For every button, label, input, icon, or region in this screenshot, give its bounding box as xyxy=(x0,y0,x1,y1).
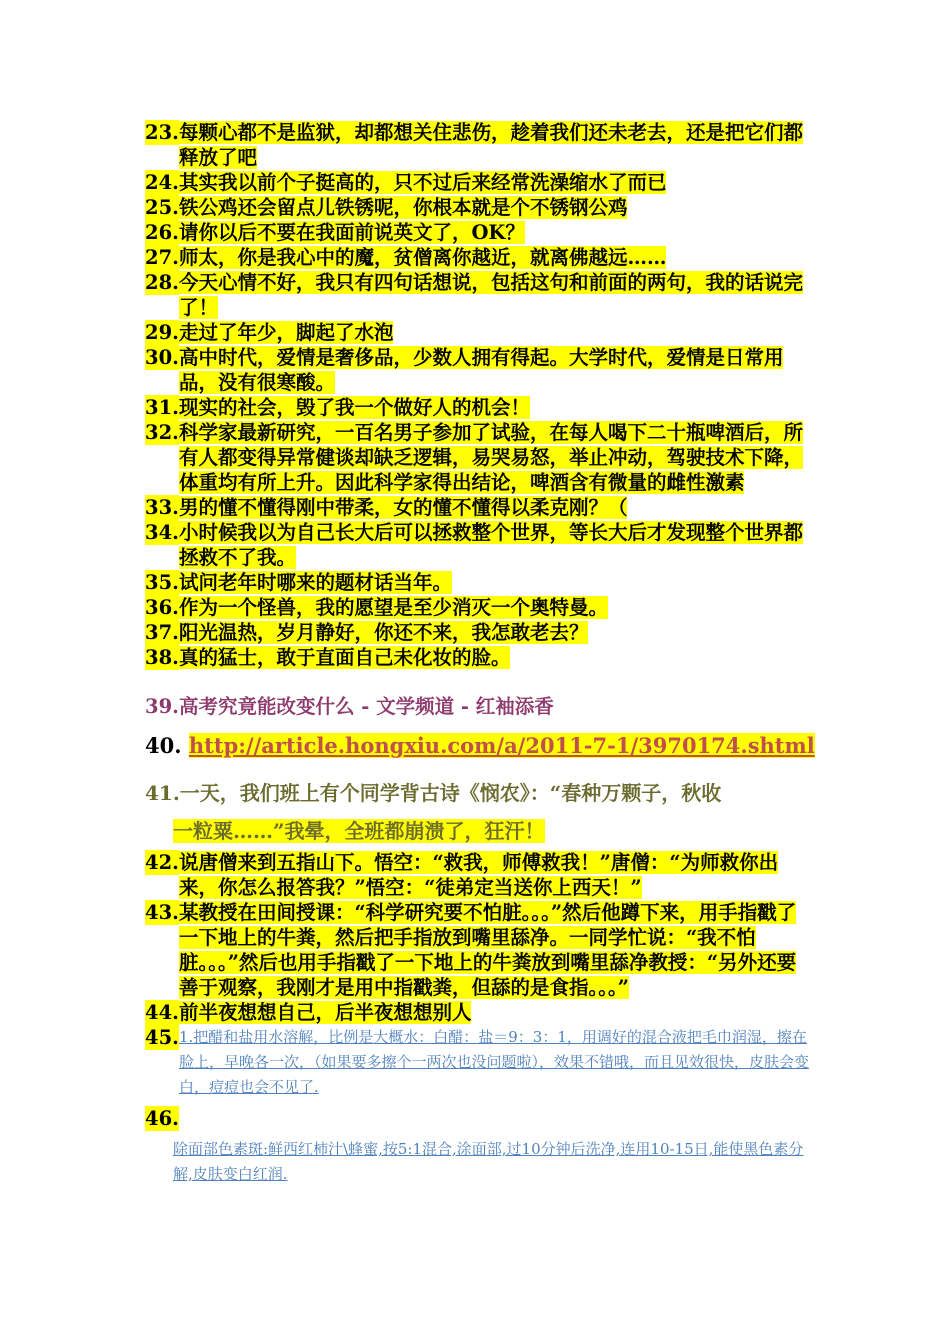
item-41-text-b: 一粒粟……”我晕，全班都崩溃了，狂汗！ xyxy=(173,819,545,843)
item-40-number: 40. xyxy=(145,733,182,758)
item-number: 38. xyxy=(145,646,179,669)
list-item xyxy=(145,900,815,1000)
item-number: 28. xyxy=(145,271,179,294)
document-body xyxy=(145,120,815,1187)
item-text: 每颗心都不是监狱，却都想关住悲伤，趁着我们还未老去，还是把它们都释放了吧 xyxy=(178,121,803,169)
item-text: 某教授在田间授课：“科学研究要不怕脏。。。”然后他蹲下来，用手指戳了一下地上的牛粪，然后把手指放到嘴里舔净。一同学忙说：“我不怕脏。。。”然后也用手指戳了一下地上的牛粪放到嘴里舔净教授：“另外还要善于观察，我刚才是用中指戳粪，但舔的是食指。。。” xyxy=(178,901,797,999)
item-text: 现实的社会，毁了我一个做好人的机会！ xyxy=(178,396,530,419)
list-item xyxy=(145,620,815,645)
item-39[interactable] xyxy=(145,694,815,719)
item-46-number: 46. xyxy=(145,1107,179,1130)
list-item xyxy=(145,595,815,620)
item-text: 作为一个怪兽，我的愿望是至少消灭一个奥特曼。 xyxy=(178,596,608,619)
item-text: 科学家最新研究，一百名男子参加了试验，在每人喝下二十瓶啤酒后，所有人都变得异常健谈却缺乏逻辑，易哭易怒，举止冲动，驾驶技术下降，体重均有所上升。因此科学家得出结论，啤酒含有微量的雌性激素 xyxy=(178,421,803,494)
item-number: 36. xyxy=(145,596,179,619)
joke-list-1 xyxy=(145,120,815,670)
item-text: 真的猛士，敢于直面自己未化妆的脸。 xyxy=(178,646,511,669)
item-number: 24. xyxy=(145,171,179,194)
item-number: 30. xyxy=(145,346,179,369)
item-text: 阳光温热，岁月静好，你还不来，我怎敢老去？ xyxy=(178,621,589,644)
list-item xyxy=(145,495,815,520)
item-number: 29. xyxy=(145,321,179,344)
item-number: 37. xyxy=(145,621,179,644)
list-item xyxy=(145,220,815,245)
item-text: 男的懂不懂得刚中带柔，女的懂不懂得以柔克刚？（ xyxy=(178,496,628,519)
item-41-text-a: 一天，我们班上有个同学背古诗《悯农》：“春种万颗子，秋收 xyxy=(179,781,722,805)
list-item xyxy=(145,170,815,195)
list-item xyxy=(145,345,815,395)
article-link[interactable]: http://article.hongxiu.com/a/2011-7-1/3970174.shtml xyxy=(188,733,815,758)
item-text: 请你以后不要在我面前说英文了，OK？ xyxy=(178,221,525,244)
list-item xyxy=(145,420,815,495)
item-number: 26. xyxy=(145,221,179,244)
list-item xyxy=(145,120,815,170)
item-40 xyxy=(145,732,815,760)
list-item xyxy=(145,320,815,345)
item-number: 44. xyxy=(145,1001,179,1024)
item-number: 25. xyxy=(145,196,179,219)
item-46-link[interactable]: 除面部色素斑:鲜西红柿汁\蜂蜜,按5:1混合,涂面部,过10分钟后洗净,连用10-15日,能使黑色素分解,皮肤变白红润. xyxy=(173,1140,804,1183)
list-item xyxy=(145,1000,815,1025)
item-39-number: 39. xyxy=(145,695,179,718)
joke-list-2 xyxy=(145,850,815,1025)
item-text: 其实我以前个子挺高的，只不过后来经常洗澡缩水了而已 xyxy=(178,171,667,194)
item-text: 今天心情不好，我只有四句话想说，包括这句和前面的两句，我的话说完了！ xyxy=(178,271,803,319)
item-number: 33. xyxy=(145,496,179,519)
item-41 xyxy=(145,774,815,850)
item-text: 铁公鸡还会留点儿铁锈呢，你根本就是个不锈钢公鸡 xyxy=(178,196,628,219)
list-item xyxy=(145,195,815,220)
item-45 xyxy=(145,1025,815,1100)
item-number: 32. xyxy=(145,421,179,444)
item-text: 高中时代，爱情是奢侈品，少数人拥有得起。大学时代，爱情是日常用品，没有很寒酸。 xyxy=(178,346,784,394)
item-number: 27. xyxy=(145,246,179,269)
item-46 xyxy=(145,1106,815,1187)
item-number: 31. xyxy=(145,396,179,419)
item-41-number: 41. xyxy=(145,781,180,805)
list-item xyxy=(145,850,815,900)
item-number: 23. xyxy=(145,121,179,144)
item-number: 43. xyxy=(145,901,179,924)
list-item xyxy=(145,395,815,420)
item-45-number: 45. xyxy=(145,1026,179,1049)
item-number: 34. xyxy=(145,521,179,544)
item-number: 42. xyxy=(145,851,179,874)
item-39-title[interactable]: 高考究竟能改变什么 - 文学频道 - 红袖添香 xyxy=(178,695,554,718)
item-text: 走过了年少，脚起了水泡 xyxy=(178,321,394,344)
item-text: 前半夜想想自己，后半夜想想别人 xyxy=(178,1001,472,1024)
list-item xyxy=(145,245,815,270)
item-text: 试问老年时哪来的题材话当年。 xyxy=(178,571,452,594)
list-item xyxy=(145,645,815,670)
list-item xyxy=(145,570,815,595)
item-number: 35. xyxy=(145,571,179,594)
item-text: 师太，你是我心中的魔，贫僧离你越近，就离佛越远…… xyxy=(178,246,667,269)
item-text: 说唐僧来到五指山下。悟空：“救我，师傅救我！”唐僧：“为师救你出来，你怎么报答我？”悟空：“徒弟定当送你上西天！” xyxy=(178,851,779,899)
item-text: 小时候我以为自己长大后可以拯救整个世界，等长大后才发现整个世界都拯救不了我。 xyxy=(178,521,803,569)
item-45-link[interactable]: 1.把醋和盐用水溶解，比例是大概水：白醋：盐＝9：3：1，用调好的混合液把毛巾润湿，擦在脸上，早晚各一次，（如果要多擦个一两次也没问题啦），效果不错哦，而且见效很快，皮肤会变白，痘痘也会不见了. xyxy=(178,1028,809,1096)
list-item xyxy=(145,520,815,570)
list-item xyxy=(145,270,815,320)
